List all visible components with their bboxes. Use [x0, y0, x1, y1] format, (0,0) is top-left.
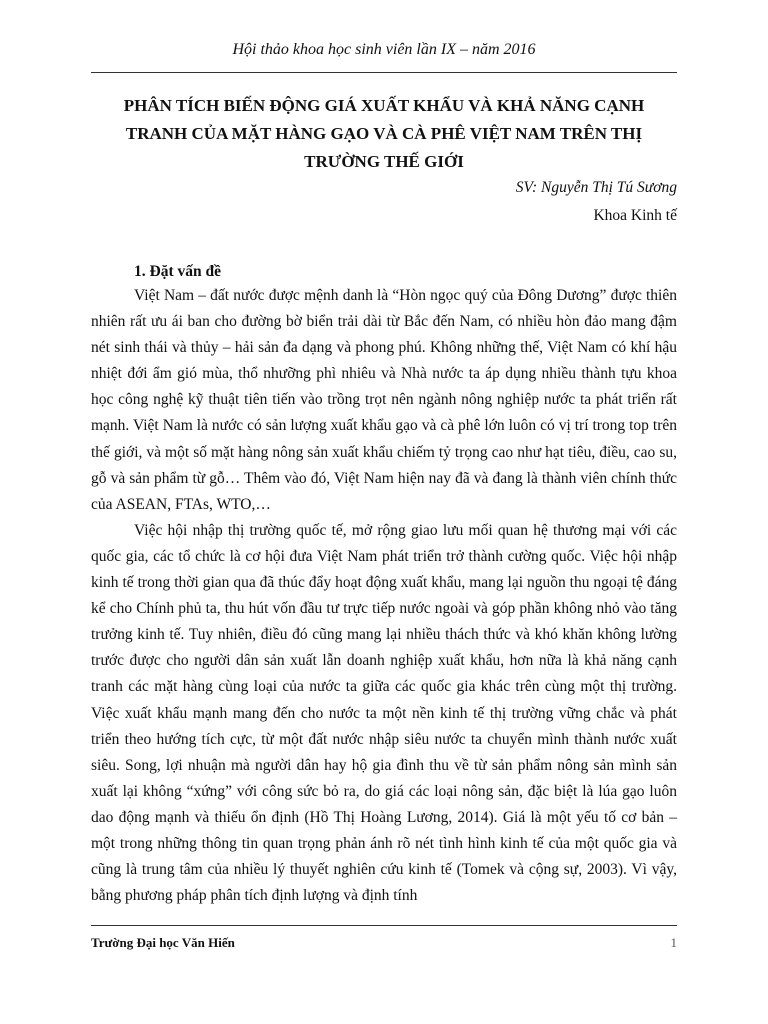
footer-institution: Trường Đại học Văn Hiến [91, 935, 235, 950]
paper-title [91, 92, 677, 176]
title-line: TRƯỜNG THẾ GIỚI [304, 152, 464, 171]
title-line: PHÂN TÍCH BIẾN ĐỘNG GIÁ XUẤT KHẨU VÀ KHẢ NĂNG CẠNH [123, 96, 645, 115]
page-number: 1 [670, 935, 677, 950]
footer-divider [91, 925, 677, 926]
header-divider [91, 72, 677, 73]
paragraph: Việc hội nhập thị trường quốc tế, mở rộng giao lưu mối quan hệ thương mại với các quốc gia, các tổ chức là cơ hội đưa Việt Nam phát triển trở thành cường quốc. Việc hội nhập kinh tế trong thời gian qua đã thúc đẩy hoạt động xuất khẩu, mang lại nguồn thu ngoại tệ đáng kể cho Chính phủ ta, thu hút vốn đầu tư trực tiếp nước ngoài và góp phần không nhỏ vào tăng trưởng kinh tế. Tuy nhiên, điều đó cũng mang lại nhiều thách thức và khó khăn không lường trước được cho người dân sản xuất lẫn doanh nghiệp xuất khẩu, hơn nữa là khả năng cạnh tranh các mặt hàng cùng loại của nước ta giữa các quốc gia khác trên cùng một thị trường. Việc xuất khẩu mạnh mang đến cho nước ta một nền kinh tế thị trường vững chắc và phát triển theo hướng tích cực, từ một đất nước nhập siêu nước ta chuyển mình thành nước xuất siêu. Song, lợi nhuận mà người dân hay hộ gia đình thu về từ sản phẩm nông sản mình sản xuất lại không “xứng” với công sức bỏ ra, do giá các loại nông sản, đặc biệt là lúa gạo luôn dao động mạnh và thiếu ổn định (Hồ Thị Hoàng Lương, 2014). Giá là một yếu tố cơ bản – một trong những thông tin quan trọng phản ánh rõ nét tình hình kinh tế của một quốc gia và cũng là trung tâm của nhiều lý thuyết nghiên cứu kinh tế (Tomek và cộng sự, 2003). Vì vậy, bằng phương pháp phân tích định lượng và định tính [91, 521, 677, 905]
title-line: TRANH CỦA MẶT HÀNG GẠO VÀ CÀ PHÊ VIỆT NAM TRÊN THỊ [125, 124, 643, 143]
section-heading: 1. Đặt vấn đề [134, 263, 221, 280]
author-name: SV: Nguyễn Thị Tú Sương [515, 179, 677, 196]
section-body [91, 283, 677, 909]
paragraph: Việt Nam – đất nước được mệnh danh là “Hòn ngọc quý của Đông Dương” được thiên nhiên rất ưu ái ban cho đường bờ biển trải dài từ Bắc đến Nam, có nhiều hòn đảo mang đậm nét sinh thái và thủy – hải sản đa dạng và phong phú. Không những thế, Việt Nam có khí hậu nhiệt đới ẩm gió mùa, thổ nhưỡng phì nhiêu và Nhà nước ta áp dụng nhiều thành tựu khoa học công nghệ kỹ thuật tiên tiến vào trồng trọt nên ngành nông nghiệp nước ta phát triển rất mạnh. Việt Nam là nước có sản lượng xuất khẩu gạo và cà phê lớn luôn có vị trí trong top trên thế giới, và một số mặt hàng nông sản xuất khẩu chiếm tỷ trọng cao như hạt tiêu, điều, cao su, gỗ và sản phẩm từ gỗ… Thêm vào đó, Việt Nam hiện nay đã và đang là thành viên chính thức của ASEAN, FTAs, WTO,… [91, 287, 677, 513]
author-faculty: Khoa Kinh tế [593, 207, 677, 224]
running-header: Hội thảo khoa học sinh viên lần IX – năm 2016 [232, 41, 536, 58]
